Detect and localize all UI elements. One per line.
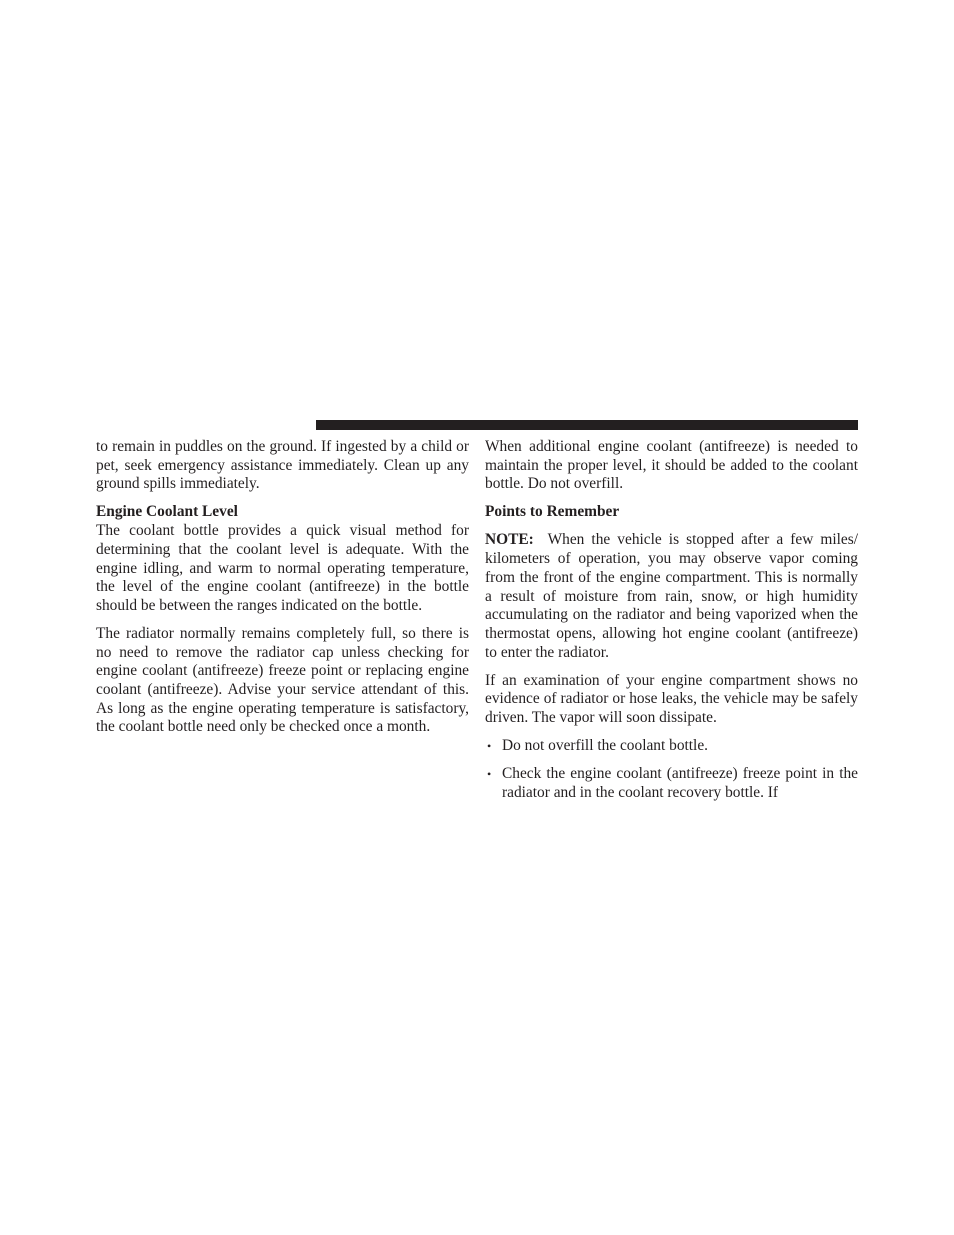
header-rule	[316, 420, 858, 430]
note-label: NOTE:	[485, 531, 534, 549]
coolant-bottle-paragraph: The coolant bottle provides a quick visual method for determining that the coolant level is adequate. With the engine idling, and warm to normal operating temperature, the level of the engine coolant (antifreeze) in the bottle should be between the ranges indicated on the bottle.	[96, 522, 469, 614]
bullet-icon: •	[487, 739, 492, 754]
left-column	[96, 438, 469, 746]
continued-paragraph: to remain in puddles on the ground. If ingested by a child or pet, seek emergency assistance immediately. Clean up any ground spills immediately.	[96, 438, 469, 493]
bullet-text: Check the engine coolant (antifreeze) freeze point in the radiator and in the coolant recovery bottle. If	[502, 765, 858, 801]
bullet-text: Do not overfill the coolant bottle.	[502, 737, 709, 755]
note-paragraph	[485, 531, 858, 662]
section-heading-engine-coolant-level: Engine Coolant Level	[96, 503, 238, 521]
radiator-paragraph: The radiator normally remains completely full, so there is no need to remove the radiator cap unless checking for engine coolant (antifreeze) freeze point or replacing engine coolant (antifreeze). Advise your service attendant of this. As long as the engine operating temperature is satisfactory, the coolant bottle need only be checked once a month.	[96, 624, 469, 736]
note-text: When the vehicle is stopped after a few miles/ kilometers of operation, you may observe vapor coming from the front of the engine compartment. This is normally a result of moisture from rain, snow, or high humidity accumulating on the radiator and being vaporized when the thermostat opens, allowing hot engine coolant (antifreeze) to enter the radiator.	[485, 531, 858, 661]
section-heading-points-to-remember: Points to Remember	[485, 503, 620, 521]
bullet-icon: •	[487, 767, 492, 782]
bullet-item	[485, 737, 858, 756]
bullet-item	[485, 765, 858, 802]
right-column	[485, 438, 858, 812]
additional-coolant-paragraph: When additional engine coolant (antifreeze) is needed to maintain the proper level, it should be added to the coolant bottle. Do not overfill.	[485, 438, 858, 493]
bullet-list	[485, 737, 858, 802]
examination-paragraph: If an examination of your engine compartment shows no evidence of radiator or hose leaks, the vehicle may be safely driven. The vapor will soon dissipate.	[485, 671, 858, 727]
